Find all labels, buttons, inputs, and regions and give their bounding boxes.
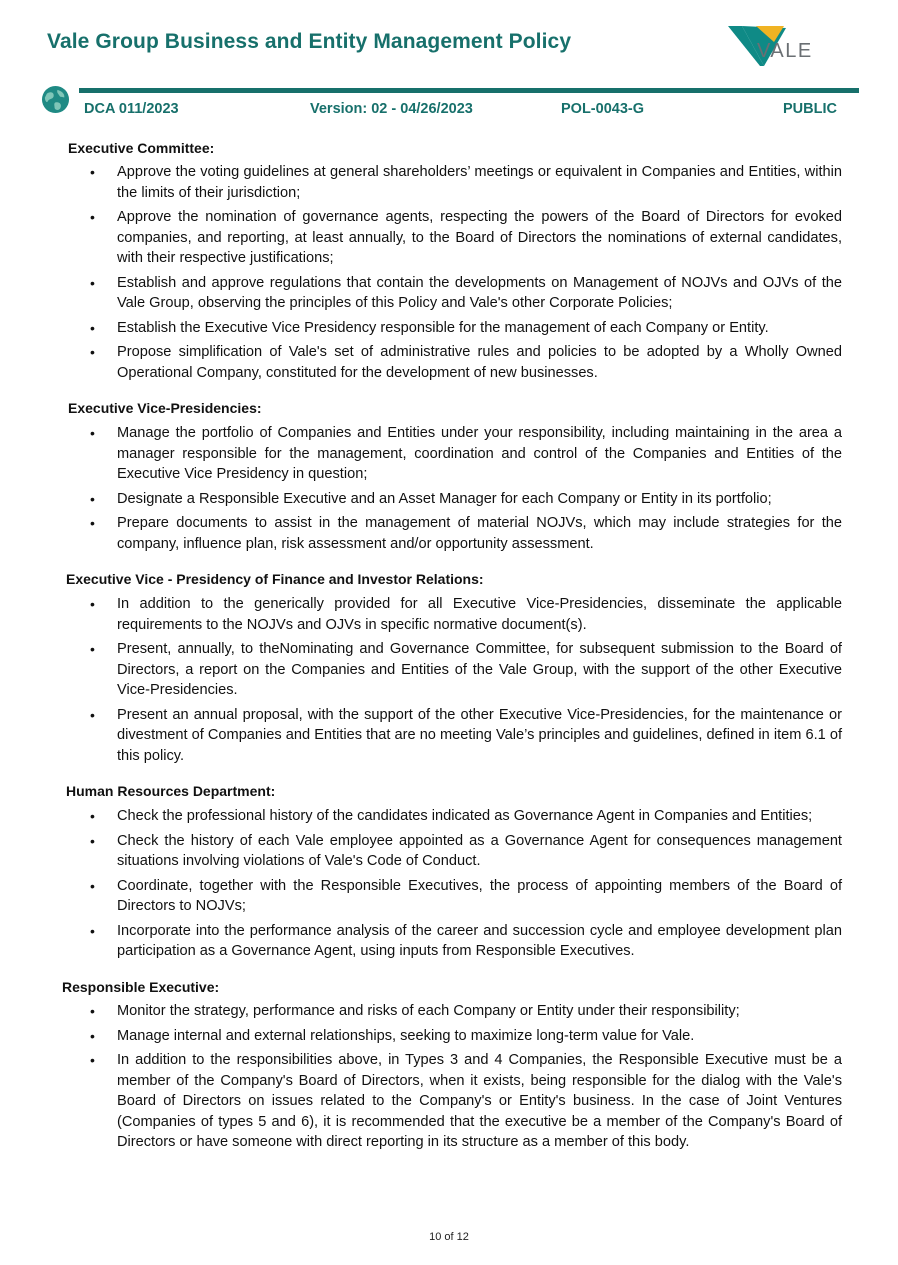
document-title: Vale Group Business and Entity Management Policy [47,30,572,53]
executive-vice-presidencies-list [0,423,898,558]
list-item: • Prepare documents to assist in the management of material NOJVs, which may include strategies for the company, influence plan, risk assessment and/or opportunity assessment. [90,515,842,552]
responsible-executive-list [0,1001,898,1157]
finance-investor-relations-list [0,594,898,770]
section-heading-executive-vice-presidencies: Executive Vice-Presidencies: [68,400,262,416]
section-heading-human-resources: Human Resources Department: [66,783,276,799]
list-item: • In addition to the generically provided for all Executive Vice-Presidencies, disseminate the applicable requirements to the NOJVs and OJVs in specific normative document(s). [90,596,842,633]
page-number: 10 of 12 [429,1231,469,1243]
list-item: • Manage the portfolio of Companies and Entities under your responsibility, including maintaining in the area a manager responsible for the management, coordination and control of the Companies and Entities of the Executive Vice Presidency in question; [90,425,842,482]
document-code: DCA 011/2023 [84,101,179,117]
list-item: • Incorporate into the performance analysis of the career and succession cycle and employee development plan participation as a Governance Agent, using inputs from Responsible Executives. [90,922,842,959]
human-resources-list [0,806,898,966]
policy-code: POL-0043-G [561,101,644,117]
list-item: • Establish and approve regulations that contain the developments on Management of NOJVs and OJVs of the Vale Group, observing the principles of this Policy and Vale's other Corporate Policies; [90,274,842,311]
globe-icon [41,85,70,114]
list-item: • Coordinate, together with the Responsible Executives, the process of appointing members of the Board of Directors to NOJVs; [90,877,842,914]
list-item: • Approve the voting guidelines at general shareholders’ meetings or equivalent in Companies and Entities, within the limits of their jurisdiction; [90,164,842,201]
version-info: Version: 02 - 04/26/2023 [310,101,473,117]
list-item: • In addition to the responsibilities above, in Types 3 and 4 Companies, the Responsible Executive must be a member of the Company's Board of Directors, when it exists, being responsible for the dialog with the Vale's Board of Directors on issues related to the Company's or Entity's business. In the case of Joint Ventures (Companies of types 5 and 6), it is recommended that the executive be a member of the Company's Board of Directors or have someone with direct reporting in its structure as a member of this body. [90,1052,842,1150]
section-heading-executive-committee: Executive Committee: [68,140,215,156]
list-item: • Establish the Executive Vice Presidency responsible for the management of each Company or Entity. [90,319,769,336]
list-item: • Propose simplification of Vale's set of administrative rules and policies to be adopted by a Wholly Owned Operational Company, constituted for the development of new businesses. [90,344,842,381]
list-item: • Approve the nomination of governance agents, respecting the powers of the Board of Directors for evoked companies, and reporting, at least annually, to the Board of Directors the nominations of external candidates, with their respective justifications; [90,209,842,266]
list-item: • Present an annual proposal, with the support of the other Executive Vice-Presidencies, for the maintenance or divestment of Companies and Entities that are no meeting Vale’s principles and guidelines, defined in item 6.1 of this policy. [90,706,842,764]
list-item: • Present, annually, to theNominating and Governance Committee, for subsequent submission to the Board of Directors, a report on the Companies and Entities of the Vale Group, with the support of the other Executive Vice-Presidencies. [90,641,842,698]
list-item: • Check the professional history of the candidates indicated as Governance Agent in Companies and Entities; [90,808,813,824]
section-heading-finance-investor-relations: Executive Vice - Presidency of Finance and Investor Relations: [66,571,484,587]
list-item: • Check the history of each Vale employee appointed as a Governance Agent for consequences management situations involving violations of Vale's Code of Conduct. [90,832,842,869]
section-heading-responsible-executive: Responsible Executive: [62,979,220,995]
list-item: • Designate a Responsible Executive and an Asset Manager for each Company or Entity in its portfolio; [90,490,772,507]
list-item: • Monitor the strategy, performance and risks of each Company or Entity under their responsibility; [90,1003,740,1019]
classification-label: PUBLIC [783,101,837,117]
header-rule [79,88,859,93]
list-item: • Manage internal and external relationships, seeking to maximize long-term value for Vale. [90,1027,695,1044]
logo-wordmark: VALE [757,40,813,62]
executive-committee-list [0,162,898,387]
